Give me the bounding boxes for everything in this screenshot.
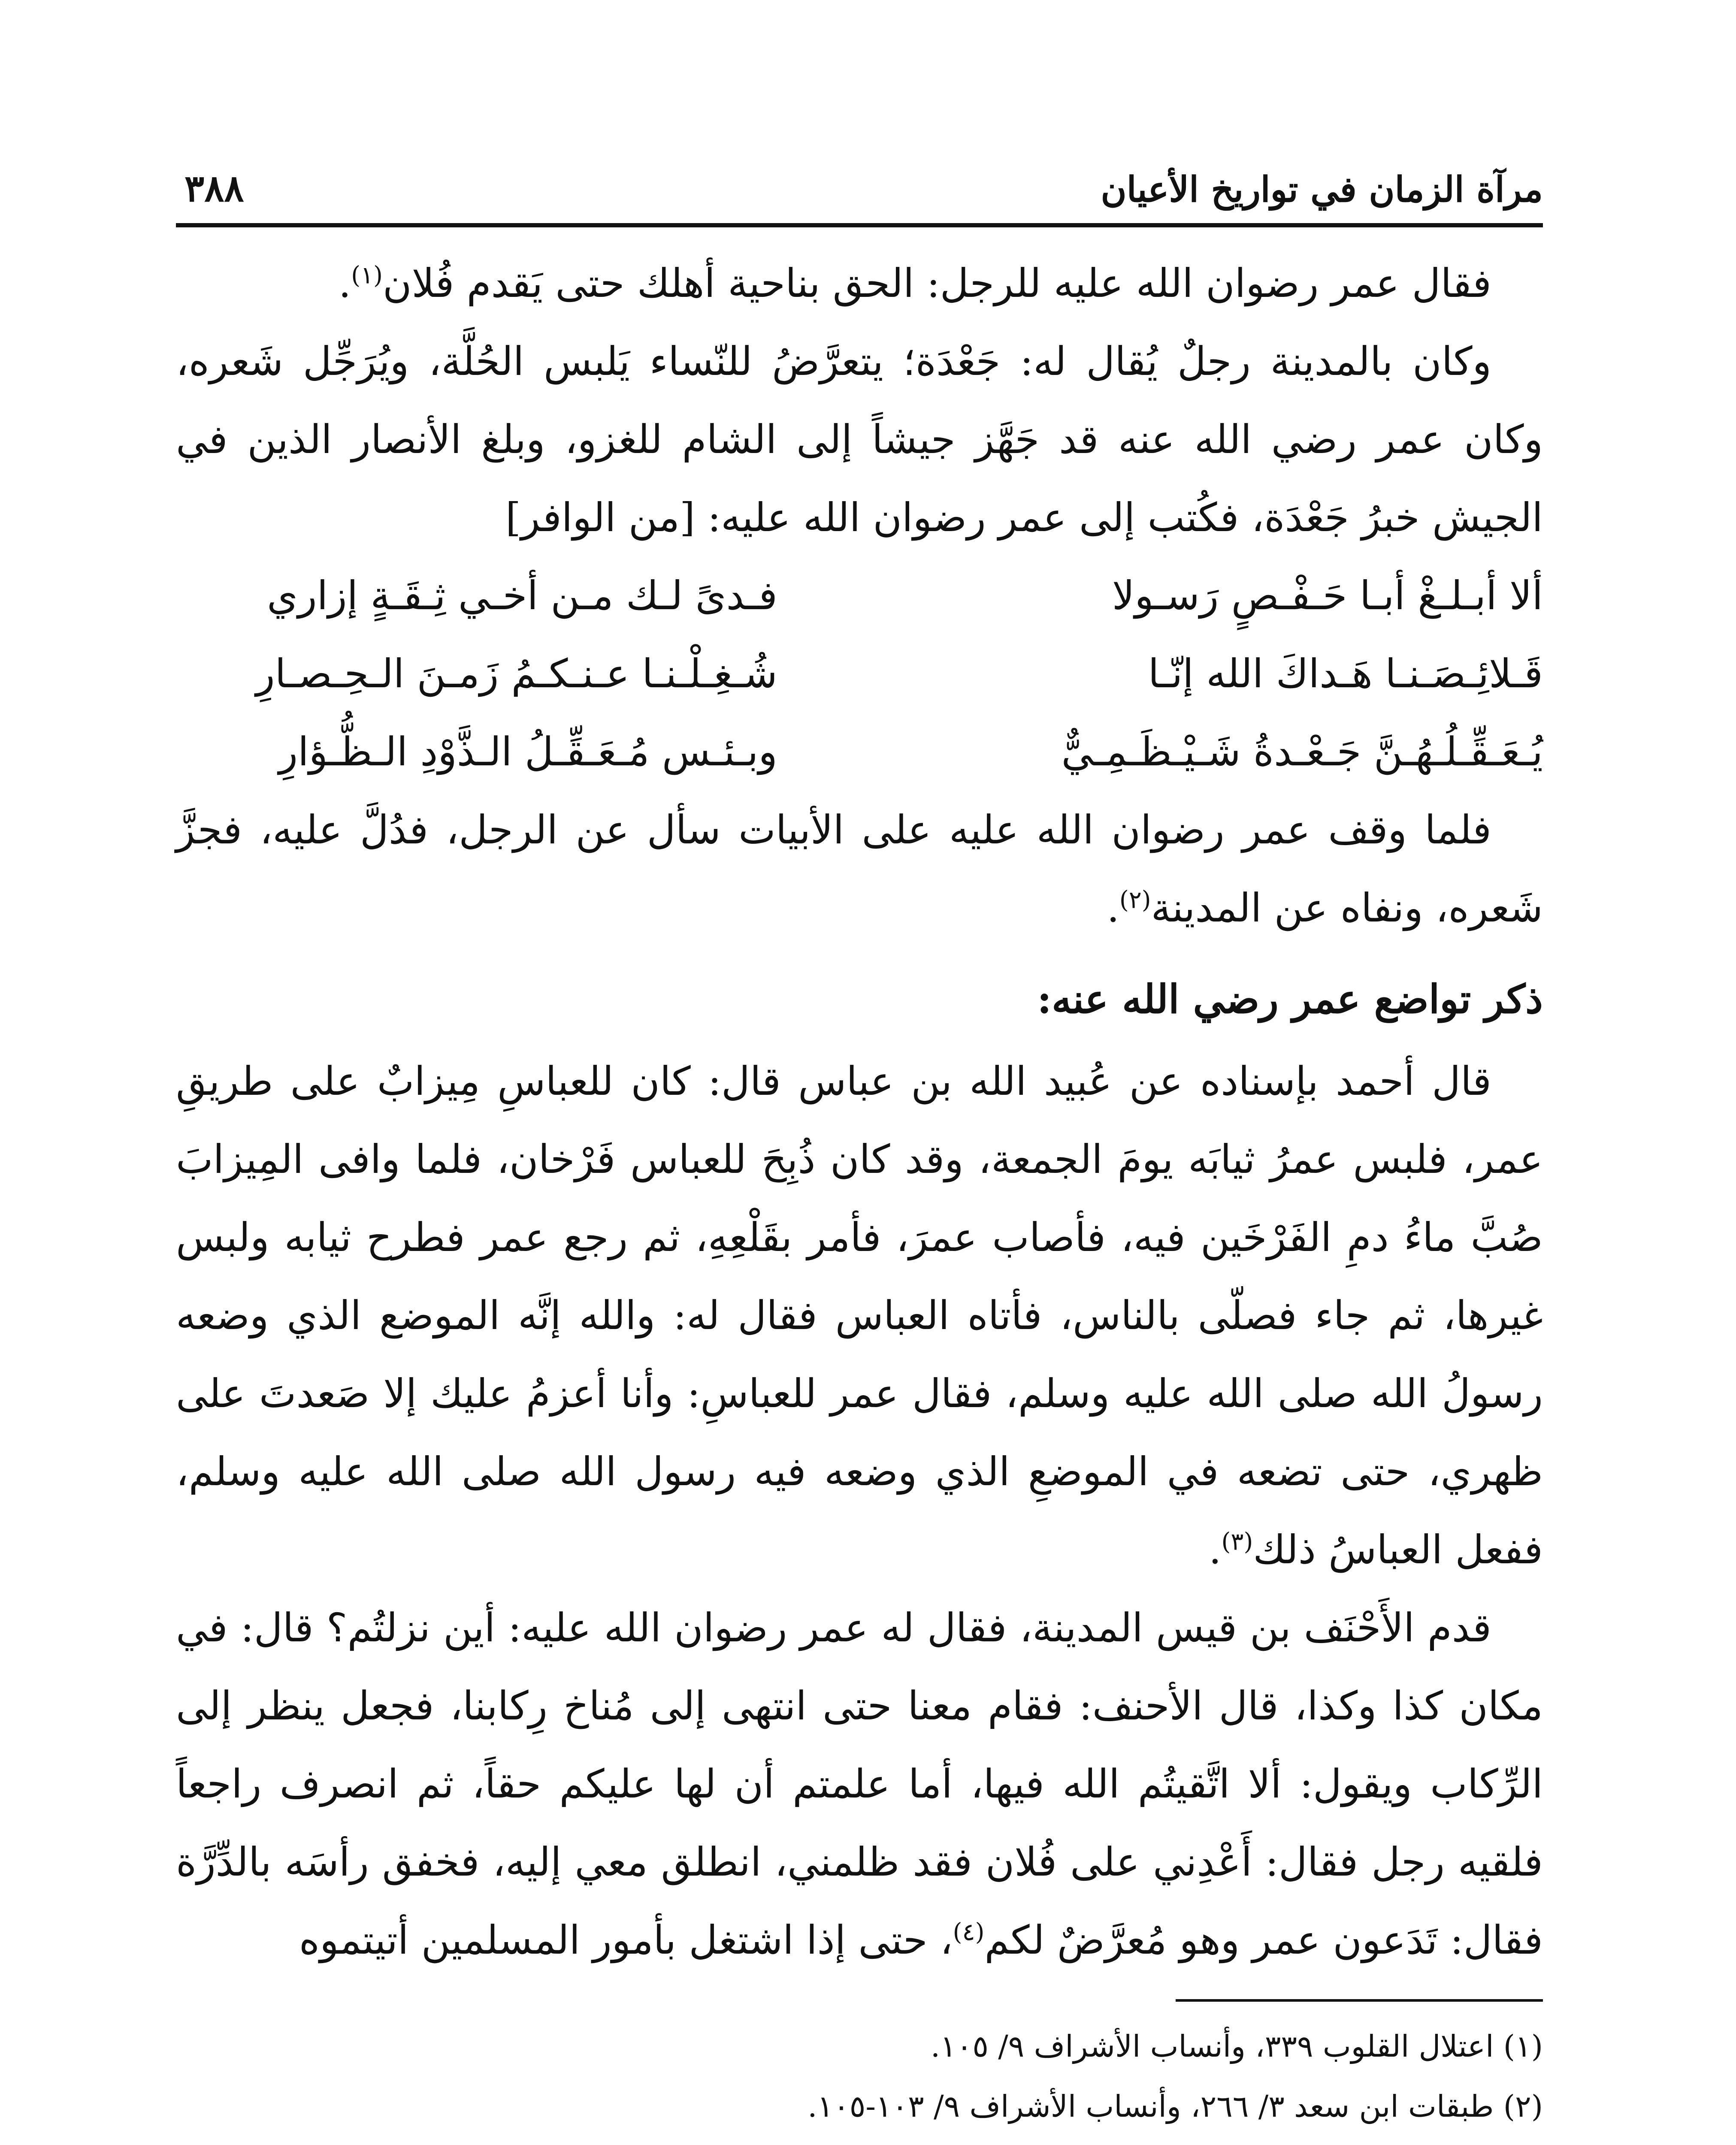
footnote: (٢) طبقات ابن سعد ٣/ ٢٦٦، وأنساب الأشراف ٩/ ١٠٣-١٠٥. [808, 2089, 1543, 2124]
paragraph: وكان بالمدينة رجلٌ يُقال له: جَعْدَة؛ يتعرَّضُ للنّساء يَلبس الحُلَّة، ويُرَجِّل شَعره، وكان عمر رضي الله عنه قد جَهَّز جيشاً إلى الشام للغزو، وبلغ الأنصار الذين في الجيش خبرُ جَعْدَة، فكُتب إلى عمر رضوان الله عليه: [من الوافر] [176, 338, 1543, 541]
paragraph: فقال عمر رضوان الله عليه للرجل: الحق بناحية أهلك حتى يَقدم فُلان$^{(١)}$. [338, 260, 1491, 306]
footnote-separator [1176, 1999, 1543, 2002]
main-text [176, 245, 1543, 1979]
footnote-ref: (١) [351, 261, 383, 290]
book-title: مرآة الزمان في تواريخ الأعيان [1101, 169, 1543, 210]
poem-hemistich: ألا أبـلـغْ أبـا حَـفْـصٍ رَسـولا [1112, 573, 1543, 619]
poem-hemistich: يُـعَـقِّـلُـهُـنَّ جَـعْـدةُ شَـيْـظَـمِـيٌّ [1061, 729, 1543, 775]
page-header [176, 142, 1543, 227]
footnotes [176, 2016, 1543, 2145]
footnote: (١) اعتلال القلوب ٣٣٩، وأنساب الأشراف ٩/ ١٠٥. [930, 2029, 1543, 2064]
paragraph: قال أحمد بإسناده عن عُبيد الله بن عباس قال: كان للعباسِ مِيزابٌ على طريقِ عمر، فلبس عمرُ ثيابَه يومَ الجمعة، وقد كان ذُبِحَ للعباس فَرْخان، فلما وافى المِيزابَ صُبَّ ماءُ دمِ الفَرْخَين فيه، فأصاب عمرَ، فأمر بقَلْعِهِ، ثم رجع عمر فطرح ثيابه ولبس غيرها، ثم جاء فصلّى بالناس، فأتاه العباس فقال له: والله إنَّه الموضع الذي وضعه رسولُ الله صلى الله عليه وسلم، فقال عمر للعباسِ: وأنا أعزمُ عليك إلا صَعدتَ على ظهري، حتى تضعه في الموضعِ الذي وضعه فيه رسول الله صلى الله عليه وسلم، ففعل العباسُ ذلك$^{(٣)}$. [176, 1058, 1543, 1573]
paragraph: فلما وقف عمر رضوان الله عليه على الأبيات سأل عن الرجل، فدُلَّ عليه، فجزَّ شَعره، ونفاه عن المدينة$^{(٢)}$. [176, 807, 1543, 931]
footnote-ref: (٢) [1119, 886, 1151, 914]
poem-verse [176, 713, 1543, 791]
poem-hemistich: وبـئـس مُـعَـقِّـلُ الـذَّوْدِ الـظُّـؤارِ [278, 729, 777, 775]
poem-hemistich: قَـلائِـصَـنـا هَـداكَ الله إنّـا [1148, 651, 1543, 697]
poem-verse [176, 635, 1543, 713]
footnote-ref: (٤) [953, 1918, 985, 1946]
poem [176, 557, 1543, 791]
poem-verse [176, 557, 1543, 635]
paragraph-text: قال أحمد بإسناده عن عُبيد الله بن عباس قال: كان للعباسِ مِيزابٌ على طريقِ عمر، فلبس عمرُ ثيابَه يومَ الجمعة، وقد كان ذُبِحَ للعباس فَرْخان، فلما وافى المِيزابَ صُبَّ ماءُ دمِ الفَرْخَين فيه، فأصاب عمرَ، فأمر بقَلْعِهِ، ثم رجع عمر فطرح ثيابه ولبس غيرها، ثم جاء فصلّى بالناس، فأتاه العباس فقال له: والله إنَّه الموضع الذي وضعه رسولُ الله صلى الله عليه وسلم، فقال عمر للعباسِ: وأنا أعزمُ عليك إلا صَعدتَ على ظهري، حتى تضعه في الموضعِ الذي وضعه فيه رسول الله صلى الله عليه وسلم، ففعل العباسُ ذلك [176, 1058, 1543, 1573]
page-number: ٣٨٨ [184, 167, 244, 210]
footnote [176, 2136, 1543, 2145]
paragraph-text: قدم الأَحْنَف بن قيس المدينة، فقال له عمر رضوان الله عليه: أين نزلتُم؟ قال: في مكان كذا وكذا، قال الأحنف: فقام معنا حتى انتهى إلى مُناخ رِكابنا، فجعل ينظر إلى الرِّكاب ويقول: ألا اتَّقيتُم الله فيها، أما علمتم أن لها عليكم حقاً، ثم انصرف راجعاً فلقيه رجل فقال: أَعْدِني على فُلان فقد ظلمني، انطلق معي إليه، فخفق رأسَه بالدِّرَّة فقال: تَدَعون عمر وهو مُعرَّضٌ لكم [176, 1605, 1543, 1963]
poem-hemistich: شُـغِـلْـنـا عـنـكـمُ زَمـنَ الـحِـصـارِ [256, 651, 777, 697]
footnote-ref: (٣) [1221, 1528, 1253, 1556]
paragraph [176, 1589, 1543, 1979]
paragraph-text: ، حتى إذا اشتغل بأمور المسلمين أتيتموه [299, 1917, 953, 1963]
poem-hemistich: فـدىً لـك مـن أخـي ثِـقَـةٍ إزاري [267, 573, 777, 619]
paragraph-text: فلما وقف عمر رضوان الله عليه على الأبيات سأل عن الرجل، فدُلَّ عليه، فجزَّ شَعره، ونفاه عن المدينة [176, 807, 1543, 931]
section-heading: ذكر تواضع عمر رضي الله عنه: [1037, 976, 1543, 1022]
paragraph-text: فقال عمر رضوان الله عليه للرجل: الحق بناحية أهلك حتى يَقدم فُلان [383, 260, 1491, 306]
